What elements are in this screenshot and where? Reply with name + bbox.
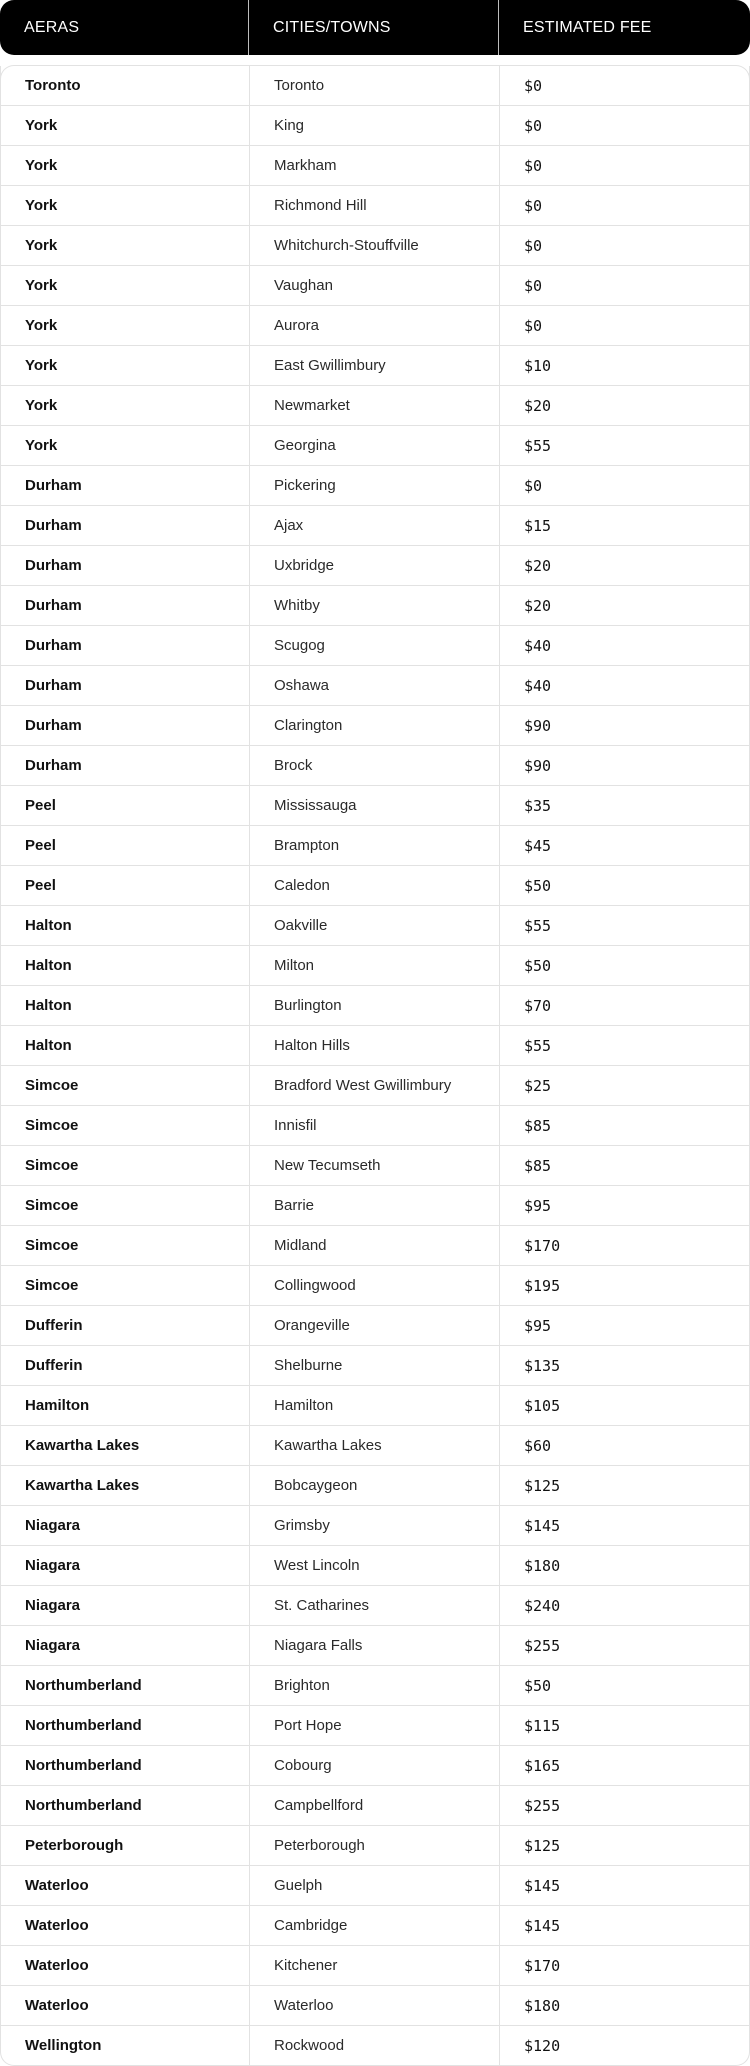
- city-cell: Campbellford: [250, 1786, 500, 1825]
- area-cell: Durham: [1, 666, 250, 705]
- fee-cell: $180: [524, 1556, 561, 1575]
- area-cell: Northumberland: [1, 1786, 250, 1825]
- city-cell: Peterborough: [250, 1826, 500, 1865]
- fee-cell: $20: [524, 596, 552, 615]
- city-cell: Niagara Falls: [250, 1626, 500, 1665]
- table-row: [1, 145, 749, 185]
- fee-cell: $50: [524, 876, 552, 895]
- table-row: [1, 1025, 749, 1065]
- area-cell: York: [1, 346, 250, 385]
- table-body: [0, 66, 750, 2066]
- area-cell: Kawartha Lakes: [1, 1466, 250, 1505]
- area-cell: Northumberland: [1, 1706, 250, 1745]
- fee-cell: $55: [524, 1036, 552, 1055]
- table-row: [1, 905, 749, 945]
- fee-cell: $0: [524, 236, 543, 255]
- city-cell: Oakville: [250, 906, 500, 945]
- table-row: [1, 1745, 749, 1785]
- city-cell: Mississauga: [250, 786, 500, 825]
- city-cell: Vaughan: [250, 266, 500, 305]
- fee-cell: $85: [524, 1156, 552, 1175]
- fee-cell: $20: [524, 556, 552, 575]
- fee-cell: $0: [524, 156, 543, 175]
- column-header-fee: ESTIMATED FEE: [523, 18, 652, 36]
- city-cell: Midland: [250, 1226, 500, 1265]
- table-row: [1, 1585, 749, 1625]
- city-cell: Bradford West Gwillimbury: [250, 1066, 500, 1105]
- area-cell: Simcoe: [1, 1226, 250, 1265]
- area-cell: Waterloo: [1, 1906, 250, 1945]
- area-cell: Simcoe: [1, 1266, 250, 1305]
- area-cell: York: [1, 266, 250, 305]
- area-cell: Waterloo: [1, 1986, 250, 2025]
- fee-cell: $180: [524, 1996, 561, 2015]
- city-cell: Shelburne: [250, 1346, 500, 1385]
- city-cell: Waterloo: [250, 1986, 500, 2025]
- city-cell: Burlington: [250, 986, 500, 1025]
- table-row: [1, 945, 749, 985]
- fee-cell: $85: [524, 1116, 552, 1135]
- area-cell: Northumberland: [1, 1746, 250, 1785]
- city-cell: Collingwood: [250, 1266, 500, 1305]
- fee-cell: $240: [524, 1596, 561, 1615]
- fee-cell: $0: [524, 196, 543, 215]
- fee-cell: $90: [524, 756, 552, 775]
- fee-cell: $50: [524, 956, 552, 975]
- city-cell: Whitby: [250, 586, 500, 625]
- area-cell: Simcoe: [1, 1146, 250, 1185]
- city-cell: Newmarket: [250, 386, 500, 425]
- city-cell: Aurora: [250, 306, 500, 345]
- city-cell: New Tecumseth: [250, 1146, 500, 1185]
- area-cell: Durham: [1, 506, 250, 545]
- table-row: [1, 1385, 749, 1425]
- table-row: [1, 1065, 749, 1105]
- table-row: [1, 185, 749, 225]
- fee-cell: $0: [524, 116, 543, 135]
- city-cell: Markham: [250, 146, 500, 185]
- fee-cell: $90: [524, 716, 552, 735]
- area-cell: Waterloo: [1, 1866, 250, 1905]
- table-row: [1, 465, 749, 505]
- area-cell: Durham: [1, 626, 250, 665]
- table-row: [1, 1145, 749, 1185]
- city-cell: West Lincoln: [250, 1546, 500, 1585]
- fee-cell: $55: [524, 436, 552, 455]
- fee-cell: $255: [524, 1796, 561, 1815]
- column-header-cities: CITIES/TOWNS: [249, 0, 499, 55]
- area-cell: Simcoe: [1, 1186, 250, 1225]
- fee-cell: $170: [524, 1236, 561, 1255]
- fee-cell: $20: [524, 396, 552, 415]
- city-cell: Oshawa: [250, 666, 500, 705]
- city-cell: Halton Hills: [250, 1026, 500, 1065]
- area-cell: Halton: [1, 986, 250, 1025]
- fee-cell: $45: [524, 836, 552, 855]
- table-row: [1, 1945, 749, 1985]
- fee-cell: $15: [524, 516, 552, 535]
- city-cell: Rockwood: [250, 2026, 500, 2065]
- table-row: [1, 665, 749, 705]
- fee-cell: $10: [524, 356, 552, 375]
- table-row: [1, 225, 749, 265]
- city-cell: Caledon: [250, 866, 500, 905]
- area-cell: Niagara: [1, 1546, 250, 1585]
- fee-cell: $115: [524, 1716, 561, 1735]
- table-row: [1, 1785, 749, 1825]
- table-row: [1, 1825, 749, 1865]
- area-cell: Peterborough: [1, 1826, 250, 1865]
- area-cell: York: [1, 146, 250, 185]
- fee-cell: $50: [524, 1676, 552, 1695]
- area-cell: Halton: [1, 906, 250, 945]
- area-cell: York: [1, 426, 250, 465]
- city-cell: Grimsby: [250, 1506, 500, 1545]
- city-cell: Bobcaygeon: [250, 1466, 500, 1505]
- area-cell: Niagara: [1, 1626, 250, 1665]
- fee-cell: $125: [524, 1836, 561, 1855]
- fee-cell: $255: [524, 1636, 561, 1655]
- city-cell: Georgina: [250, 426, 500, 465]
- fee-cell: $135: [524, 1356, 561, 1375]
- city-cell: Cambridge: [250, 1906, 500, 1945]
- table-row: [1, 1265, 749, 1305]
- area-cell: Hamilton: [1, 1386, 250, 1425]
- table-row: [1, 985, 749, 1025]
- table-row: [1, 385, 749, 425]
- city-cell: Richmond Hill: [250, 186, 500, 225]
- area-cell: York: [1, 306, 250, 345]
- city-cell: Innisfil: [250, 1106, 500, 1145]
- table-row: [1, 1865, 749, 1905]
- fee-cell: $0: [524, 276, 543, 295]
- table-row: [1, 1185, 749, 1225]
- city-cell: Toronto: [250, 66, 500, 105]
- city-cell: St. Catharines: [250, 1586, 500, 1625]
- table-row: [1, 785, 749, 825]
- table-row: [1, 265, 749, 305]
- fee-cell: $35: [524, 796, 552, 815]
- fee-cell: $40: [524, 676, 552, 695]
- area-cell: Durham: [1, 586, 250, 625]
- table-row: [1, 1985, 749, 2025]
- table-row: [1, 745, 749, 785]
- fee-cell: $145: [524, 1916, 561, 1935]
- fee-cell: $145: [524, 1876, 561, 1895]
- city-cell: Port Hope: [250, 1706, 500, 1745]
- table-row: [1, 825, 749, 865]
- table-row: [1, 865, 749, 905]
- table-row: [1, 425, 749, 465]
- city-cell: Brighton: [250, 1666, 500, 1705]
- table-row: [1, 105, 749, 145]
- table-row: [1, 1465, 749, 1505]
- fee-cell: $25: [524, 1076, 552, 1095]
- table-row: [1, 66, 749, 105]
- area-cell: Durham: [1, 706, 250, 745]
- city-cell: Barrie: [250, 1186, 500, 1225]
- area-cell: Dufferin: [1, 1346, 250, 1385]
- table-row: [1, 545, 749, 585]
- fee-cell: $95: [524, 1316, 552, 1335]
- area-cell: Toronto: [1, 66, 250, 105]
- fee-cell: $105: [524, 1396, 561, 1415]
- area-cell: Peel: [1, 786, 250, 825]
- table-header: [0, 0, 750, 55]
- city-cell: Orangeville: [250, 1306, 500, 1345]
- city-cell: Whitchurch-Stouffville: [250, 226, 500, 265]
- area-cell: Durham: [1, 746, 250, 785]
- area-cell: Wellington: [1, 2026, 250, 2065]
- area-cell: Simcoe: [1, 1106, 250, 1145]
- city-cell: Milton: [250, 946, 500, 985]
- city-cell: Kawartha Lakes: [250, 1426, 500, 1465]
- fee-cell: $120: [524, 2036, 561, 2055]
- area-cell: Northumberland: [1, 1666, 250, 1705]
- area-cell: Durham: [1, 466, 250, 505]
- fee-cell: $60: [524, 1436, 552, 1455]
- table-row: [1, 1905, 749, 1945]
- area-cell: Simcoe: [1, 1066, 250, 1105]
- table-row: [1, 2025, 749, 2065]
- table-row: [1, 345, 749, 385]
- area-cell: Peel: [1, 826, 250, 865]
- table-row: [1, 585, 749, 625]
- table-row: [1, 305, 749, 345]
- fee-cell: $125: [524, 1476, 561, 1495]
- fee-cell: $40: [524, 636, 552, 655]
- column-header-areas: AERAS: [0, 0, 249, 55]
- table-row: [1, 1625, 749, 1665]
- table-row: [1, 505, 749, 545]
- city-cell: Cobourg: [250, 1746, 500, 1785]
- table-row: [1, 625, 749, 665]
- area-cell: Durham: [1, 546, 250, 585]
- city-cell: Scugog: [250, 626, 500, 665]
- fee-cell: $165: [524, 1756, 561, 1775]
- fee-cell: $55: [524, 916, 552, 935]
- area-cell: Dufferin: [1, 1306, 250, 1345]
- table-row: [1, 1425, 749, 1465]
- city-cell: King: [250, 106, 500, 145]
- fee-cell: $170: [524, 1956, 561, 1975]
- area-cell: Kawartha Lakes: [1, 1426, 250, 1465]
- fee-cell: $0: [524, 316, 543, 335]
- city-cell: Ajax: [250, 506, 500, 545]
- fee-cell: $195: [524, 1276, 561, 1295]
- area-cell: Waterloo: [1, 1946, 250, 1985]
- fee-cell: $145: [524, 1516, 561, 1535]
- city-cell: Guelph: [250, 1866, 500, 1905]
- city-cell: Pickering: [250, 466, 500, 505]
- fee-cell: $95: [524, 1196, 552, 1215]
- city-cell: Clarington: [250, 706, 500, 745]
- table-row: [1, 1705, 749, 1745]
- city-cell: Brock: [250, 746, 500, 785]
- table-row: [1, 1505, 749, 1545]
- fee-cell: $0: [524, 476, 543, 495]
- fee-cell: $0: [524, 76, 543, 95]
- area-cell: York: [1, 106, 250, 145]
- table-row: [1, 1545, 749, 1585]
- fee-cell: $70: [524, 996, 552, 1015]
- area-cell: Niagara: [1, 1506, 250, 1545]
- area-cell: Halton: [1, 946, 250, 985]
- city-cell: Brampton: [250, 826, 500, 865]
- city-cell: Hamilton: [250, 1386, 500, 1425]
- area-cell: Halton: [1, 1026, 250, 1065]
- area-cell: Peel: [1, 866, 250, 905]
- city-cell: East Gwillimbury: [250, 346, 500, 385]
- area-cell: York: [1, 226, 250, 265]
- city-cell: Kitchener: [250, 1946, 500, 1985]
- table-row: [1, 1665, 749, 1705]
- area-cell: York: [1, 386, 250, 425]
- city-cell: Uxbridge: [250, 546, 500, 585]
- area-cell: Niagara: [1, 1586, 250, 1625]
- table-row: [1, 1345, 749, 1385]
- table-row: [1, 1225, 749, 1265]
- table-row: [1, 1105, 749, 1145]
- table-row: [1, 705, 749, 745]
- table-row: [1, 1305, 749, 1345]
- area-cell: York: [1, 186, 250, 225]
